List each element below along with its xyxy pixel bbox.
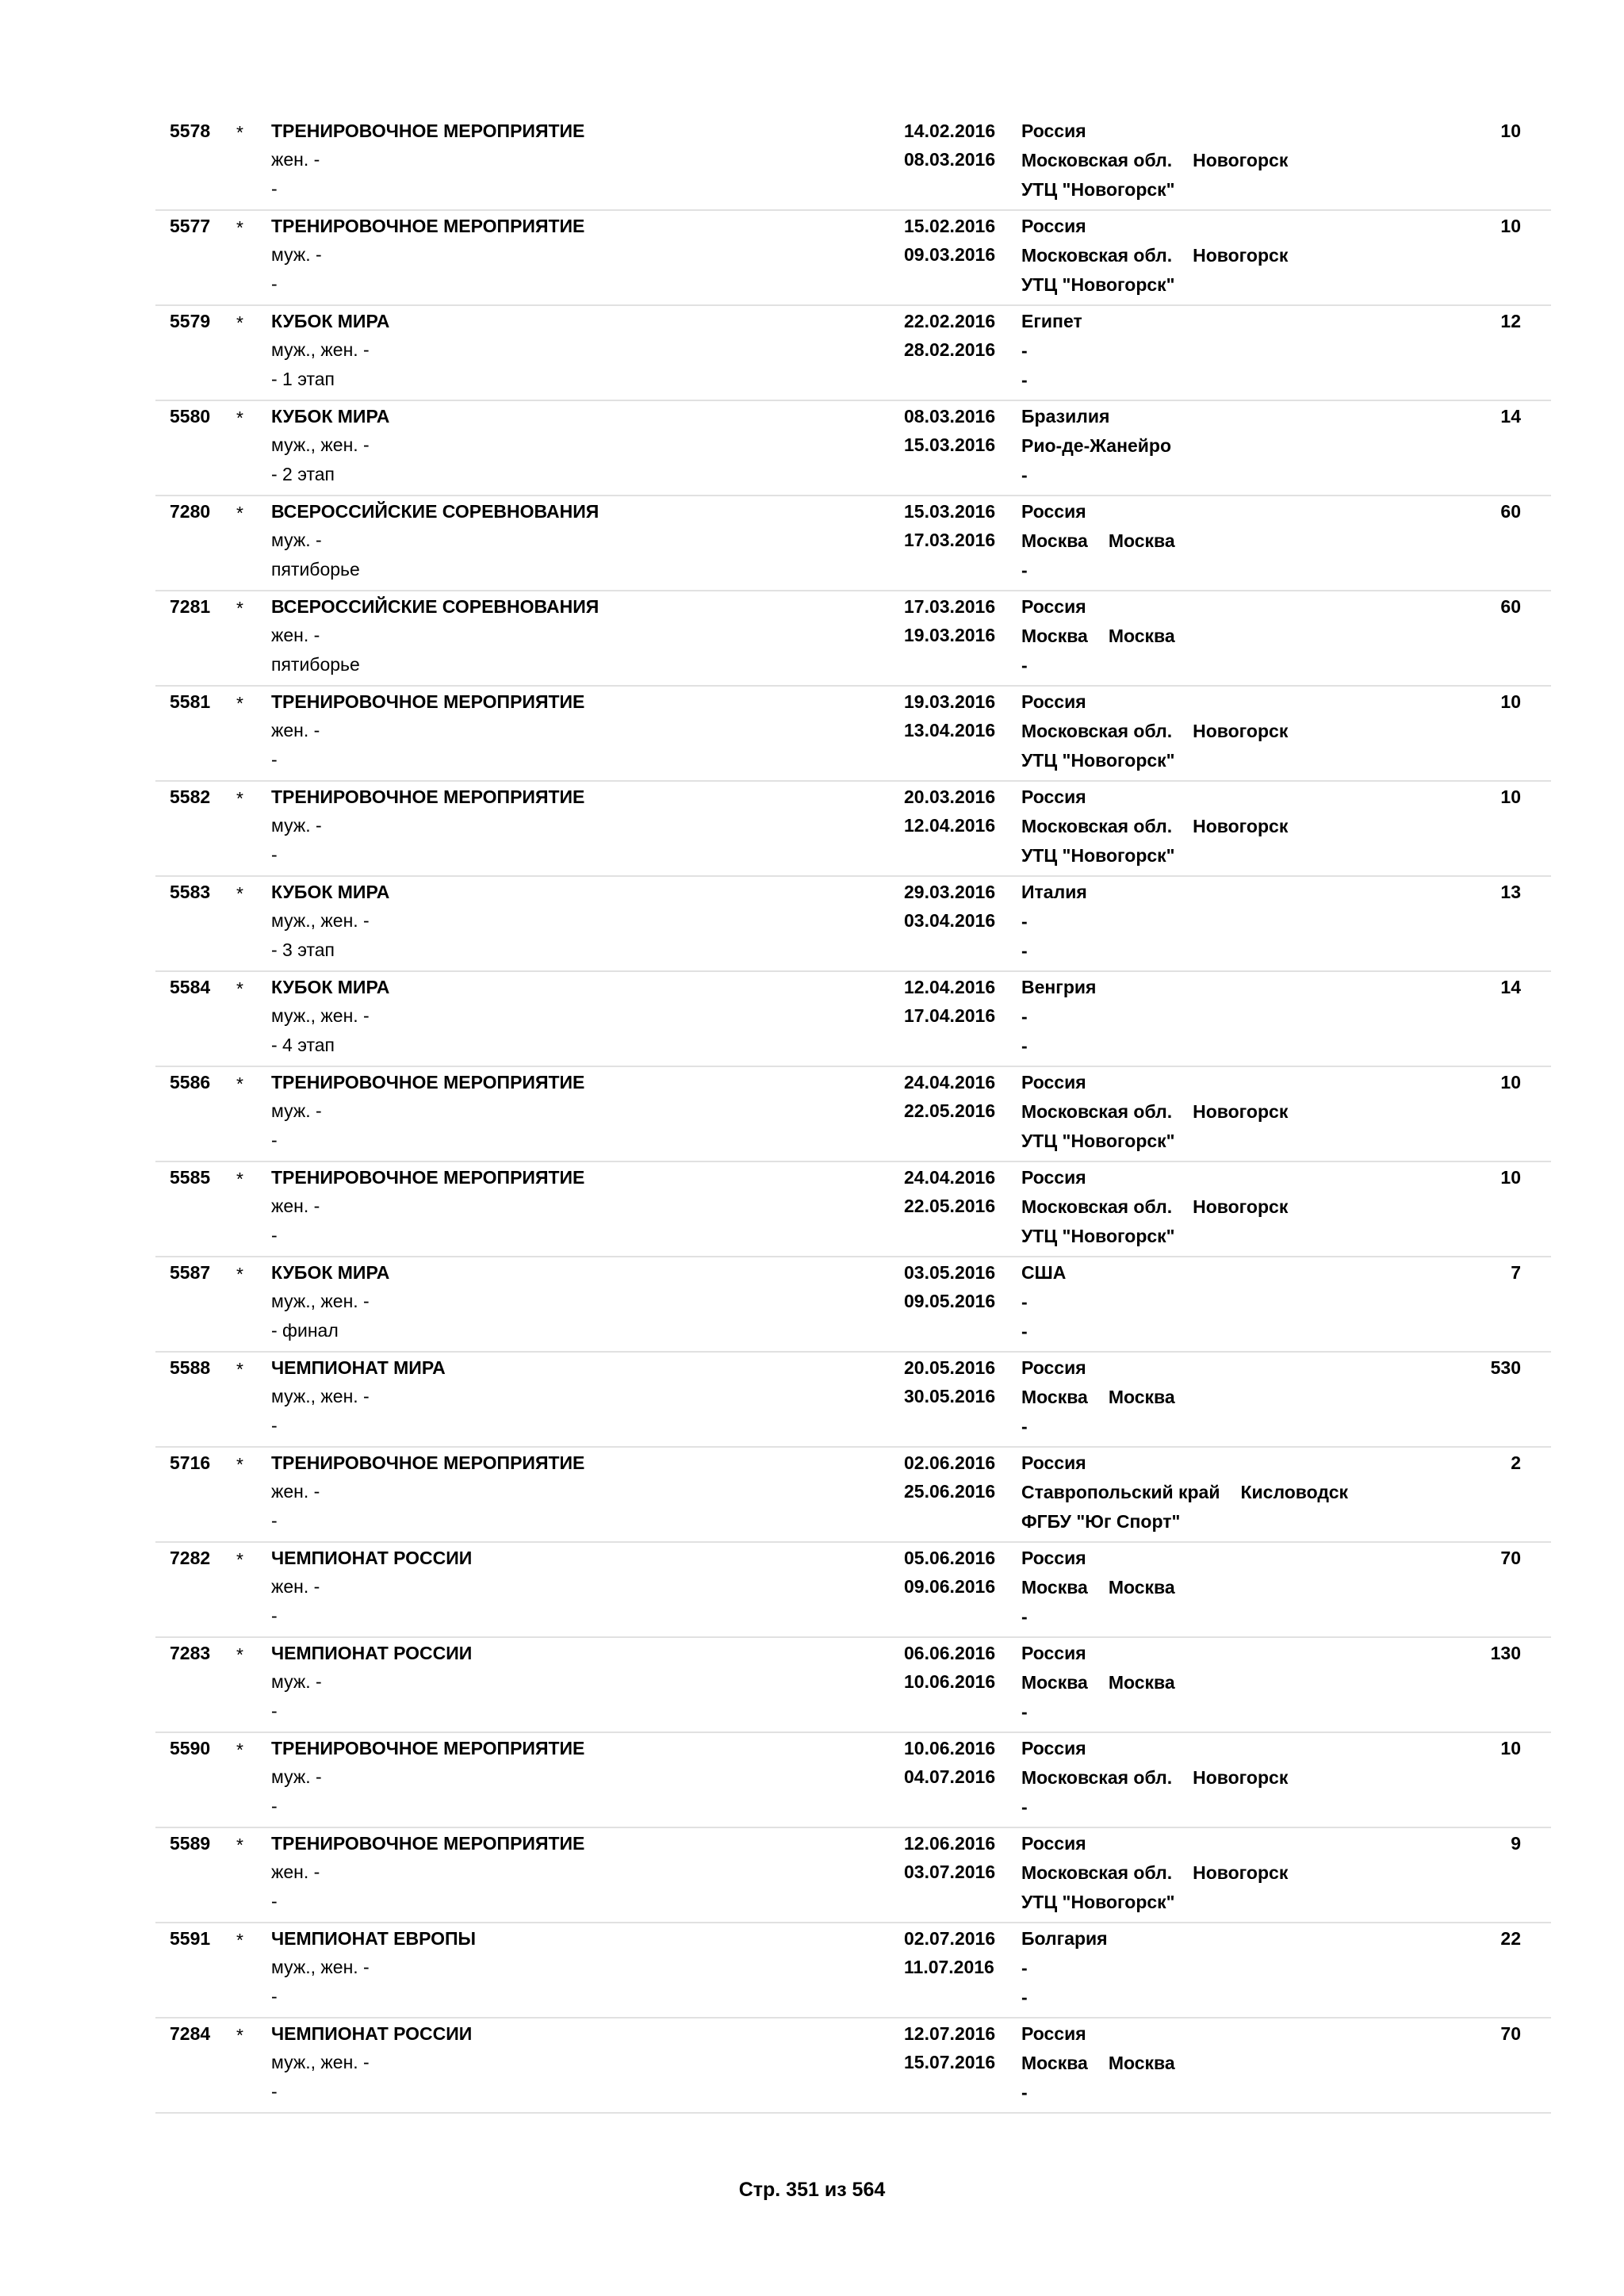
event-date-start: 12.07.2016 (904, 2023, 996, 2044)
event-title: ТРЕНИРОВОЧНОЕ МЕРОПРИЯТИЕ (271, 786, 585, 807)
event-title: ТРЕНИРОВОЧНОЕ МЕРОПРИЯТИЕ (271, 691, 585, 712)
event-location (1021, 1577, 1175, 1598)
event-id: 5579 (170, 311, 211, 331)
event-venue: ФГБУ "Юг Спорт" (1021, 1511, 1181, 1532)
event-gender: муж., жен. - (271, 1957, 370, 1977)
event-date-end: 30.05.2016 (904, 1386, 996, 1406)
event-city: Новогорск (1193, 150, 1289, 170)
event-gender: муж., жен. - (271, 910, 370, 931)
event-mark: * (236, 1930, 243, 1950)
event-country: Россия (1021, 1167, 1086, 1188)
event-venue: УТЦ "Новогорск" (1021, 845, 1175, 866)
event-title: ТРЕНИРОВОЧНОЕ МЕРОПРИЯТИЕ (271, 1833, 585, 1854)
event-participants: 14 (1500, 406, 1521, 427)
event-mark: * (236, 408, 243, 428)
event-country: Россия (1021, 1643, 1086, 1663)
event-stage: - 4 этап (271, 1035, 335, 1055)
event-country: Россия (1021, 1833, 1086, 1854)
event-title: ЧЕМПИОНАТ ЕВРОПЫ (271, 1928, 477, 1949)
event-title: ТРЕНИРОВОЧНОЕ МЕРОПРИЯТИЕ (271, 1072, 585, 1093)
event-row (155, 972, 1551, 1067)
event-id: 5578 (170, 121, 211, 141)
event-venue: - (1021, 1416, 1028, 1437)
event-participants: 10 (1500, 121, 1521, 141)
event-location (1021, 1196, 1288, 1217)
event-row (155, 877, 1551, 972)
event-date-end: 11.07.2016 (904, 1957, 994, 1977)
event-gender: жен. - (271, 1481, 320, 1502)
event-row (155, 1353, 1551, 1448)
event-city: Новогорск (1193, 1196, 1289, 1217)
event-country: Италия (1021, 882, 1087, 902)
event-participants: 60 (1500, 596, 1521, 617)
event-stage: - (271, 2081, 278, 2102)
event-location (1021, 1101, 1288, 1122)
event-mark: * (236, 1073, 243, 1094)
event-mark: * (236, 312, 243, 333)
event-gender: муж., жен. - (271, 1291, 370, 1311)
event-row (155, 116, 1551, 211)
event-id: 5588 (170, 1357, 211, 1378)
event-row (155, 2019, 1551, 2114)
event-gender: муж. - (271, 244, 322, 265)
event-date-start: 08.03.2016 (904, 406, 996, 427)
event-id: 5585 (170, 1167, 211, 1188)
event-row (155, 687, 1551, 782)
event-date-end: 17.04.2016 (904, 1005, 996, 1026)
event-gender: жен. - (271, 149, 320, 170)
event-id: 5583 (170, 882, 211, 902)
event-venue: УТЦ "Новогорск" (1021, 1892, 1175, 1912)
event-date-start: 14.02.2016 (904, 121, 996, 141)
event-country: Венгрия (1021, 977, 1097, 997)
event-participants: 9 (1511, 1833, 1521, 1854)
event-mark: * (236, 1835, 243, 1855)
event-date-start: 29.03.2016 (904, 882, 996, 902)
event-mark: * (236, 1169, 243, 1189)
event-id: 5582 (170, 786, 211, 807)
event-stage: - (271, 274, 278, 294)
event-date-start: 02.07.2016 (904, 1928, 996, 1949)
event-row (155, 591, 1551, 687)
event-row (155, 1067, 1551, 1162)
event-country: США (1021, 1262, 1067, 1283)
event-venue: - (1021, 1987, 1028, 2007)
event-city: Новогорск (1193, 1862, 1289, 1883)
event-city: Кисловодск (1240, 1482, 1348, 1502)
event-city: Новогорск (1193, 1101, 1289, 1122)
event-country: Россия (1021, 216, 1086, 236)
event-city: Москва (1108, 626, 1175, 646)
event-title: ЧЕМПИОНАТ РОССИИ (271, 2023, 473, 2044)
event-region: Москва (1021, 1387, 1088, 1407)
event-region: Москва (1021, 530, 1088, 551)
event-region: Москва (1021, 626, 1088, 646)
event-id: 5586 (170, 1072, 211, 1093)
event-venue: УТЦ "Новогорск" (1021, 179, 1175, 200)
event-mark: * (236, 693, 243, 714)
event-mark: * (236, 788, 243, 809)
event-mark: * (236, 1454, 243, 1475)
event-venue: - (1021, 465, 1028, 485)
event-stage: - 2 этап (271, 464, 335, 484)
event-gender: муж. - (271, 1100, 322, 1121)
event-title: ТРЕНИРОВОЧНОЕ МЕРОПРИЯТИЕ (271, 1452, 585, 1473)
event-location (1021, 1767, 1288, 1788)
event-date-end: 15.03.2016 (904, 434, 996, 455)
event-title: КУБОК МИРА (271, 882, 390, 902)
event-date-end: 22.05.2016 (904, 1196, 996, 1216)
event-location (1021, 245, 1288, 266)
event-row (155, 496, 1551, 591)
event-date-end: 17.03.2016 (904, 530, 996, 550)
event-row (155, 1257, 1551, 1353)
event-city: - (1021, 911, 1028, 932)
event-date-start: 12.06.2016 (904, 1833, 996, 1854)
event-date-start: 10.06.2016 (904, 1738, 996, 1758)
event-gender: муж., жен. - (271, 339, 370, 360)
event-venue: - (1021, 2082, 1028, 2103)
event-stage: - (271, 1415, 278, 1436)
event-date-start: 22.02.2016 (904, 311, 996, 331)
event-country: Россия (1021, 1357, 1086, 1378)
event-venue: - (1021, 1321, 1028, 1341)
event-gender: жен. - (271, 1196, 320, 1216)
event-id: 5581 (170, 691, 211, 712)
event-date-end: 28.02.2016 (904, 339, 996, 360)
event-stage: - 3 этап (271, 939, 335, 960)
event-participants: 12 (1500, 311, 1521, 331)
event-date-end: 22.05.2016 (904, 1100, 996, 1121)
event-date-start: 24.04.2016 (904, 1167, 996, 1188)
event-participants: 10 (1500, 786, 1521, 807)
event-city: Новогорск (1193, 721, 1289, 741)
event-date-end: 13.04.2016 (904, 720, 996, 740)
event-stage: - финал (271, 1320, 339, 1341)
event-venue: - (1021, 1701, 1028, 1722)
event-city: Москва (1108, 2053, 1175, 2073)
event-participants: 10 (1500, 1072, 1521, 1093)
event-country: Россия (1021, 121, 1086, 141)
event-id: 5591 (170, 1928, 211, 1949)
event-venue: - (1021, 655, 1028, 675)
event-city: Москва (1108, 530, 1175, 551)
event-id: 5587 (170, 1262, 211, 1283)
event-id: 7283 (170, 1643, 211, 1663)
event-row (155, 1543, 1551, 1638)
event-location (1021, 1672, 1175, 1693)
event-date-end: 03.04.2016 (904, 910, 996, 931)
event-date-start: 20.05.2016 (904, 1357, 996, 1378)
event-location (1021, 340, 1028, 361)
event-gender: жен. - (271, 625, 320, 645)
event-id: 5590 (170, 1738, 211, 1758)
event-participants: 10 (1500, 1738, 1521, 1758)
event-participants: 130 (1490, 1643, 1521, 1663)
event-venue: - (1021, 940, 1028, 961)
event-date-end: 15.07.2016 (904, 2052, 996, 2072)
event-location (1021, 626, 1175, 646)
event-id: 5716 (170, 1452, 211, 1473)
event-participants: 7 (1511, 1262, 1521, 1283)
event-city: - (1021, 340, 1028, 361)
event-participants: 13 (1500, 882, 1521, 902)
event-id: 7281 (170, 596, 211, 617)
event-city: Москва (1108, 1577, 1175, 1598)
event-venue: УТЦ "Новогорск" (1021, 1226, 1175, 1246)
event-row (155, 306, 1551, 401)
event-mark: * (236, 503, 243, 523)
event-date-start: 17.03.2016 (904, 596, 996, 617)
event-id: 7284 (170, 2023, 211, 2044)
event-participants: 10 (1500, 1167, 1521, 1188)
event-row (155, 1638, 1551, 1733)
event-date-end: 10.06.2016 (904, 1671, 996, 1692)
event-id: 7280 (170, 501, 211, 522)
event-country: Россия (1021, 691, 1086, 712)
event-title: ЧЕМПИОНАТ МИРА (271, 1357, 446, 1378)
event-participants: 22 (1500, 1928, 1521, 1949)
event-country: Россия (1021, 1072, 1086, 1093)
event-region: Москва (1021, 2053, 1088, 2073)
event-date-start: 15.02.2016 (904, 216, 996, 236)
event-id: 5589 (170, 1833, 211, 1854)
event-title: КУБОК МИРА (271, 977, 390, 997)
event-location (1021, 1006, 1028, 1027)
page-number: Стр. 351 из 564 (738, 2179, 886, 2201)
event-venue: - (1021, 1606, 1028, 1627)
event-row (155, 401, 1551, 496)
event-city: - (1021, 1006, 1028, 1027)
event-stage: - 1 этап (271, 369, 335, 389)
event-date-start: 24.04.2016 (904, 1072, 996, 1093)
event-stage: - (271, 1510, 278, 1531)
event-city: - (1021, 1292, 1028, 1312)
event-participants: 70 (1500, 2023, 1521, 2044)
event-location (1021, 1482, 1348, 1502)
event-title: КУБОК МИРА (271, 406, 390, 427)
event-row (155, 1828, 1551, 1923)
event-region: Московская обл. (1021, 245, 1173, 266)
event-region: Московская обл. (1021, 1196, 1173, 1217)
event-date-end: 08.03.2016 (904, 149, 996, 170)
event-city: Новогорск (1193, 245, 1289, 266)
event-date-end: 09.03.2016 (904, 244, 996, 265)
event-gender: муж. - (271, 1766, 322, 1787)
event-participants: 60 (1500, 501, 1521, 522)
event-mark: * (236, 2025, 243, 2045)
event-title: КУБОК МИРА (271, 311, 390, 331)
event-mark: * (236, 883, 243, 904)
event-location (1021, 435, 1171, 456)
event-gender: муж. - (271, 530, 322, 550)
event-title: ВСЕРОССИЙСКИЕ СОРЕВНОВАНИЯ (271, 596, 599, 617)
event-date-start: 03.05.2016 (904, 1262, 996, 1283)
event-region: Московская обл. (1021, 1862, 1173, 1883)
event-city: Рио-де-Жанейро (1021, 435, 1172, 456)
event-date-end: 03.07.2016 (904, 1862, 996, 1882)
event-gender: муж., жен. - (271, 2052, 370, 2072)
event-mark: * (236, 217, 243, 238)
event-country: Россия (1021, 786, 1086, 807)
event-stage: - (271, 1605, 278, 1626)
event-stage: - (271, 1796, 278, 1816)
event-region: Московская обл. (1021, 816, 1173, 836)
event-country: Россия (1021, 501, 1086, 522)
event-country: Россия (1021, 1452, 1086, 1473)
event-region: Москва (1021, 1577, 1088, 1598)
event-date-end: 04.07.2016 (904, 1766, 996, 1787)
event-gender: муж., жен. - (271, 434, 370, 455)
event-venue: - (1021, 560, 1028, 580)
event-date-start: 12.04.2016 (904, 977, 996, 997)
event-region: Московская обл. (1021, 721, 1173, 741)
event-id: 5584 (170, 977, 211, 997)
event-stage: - (271, 1701, 278, 1721)
event-location (1021, 911, 1028, 932)
event-id: 5577 (170, 216, 211, 236)
event-stage: пятиборье (271, 654, 360, 675)
event-date-start: 05.06.2016 (904, 1548, 996, 1568)
event-stage: - (271, 1225, 278, 1246)
event-title: ТРЕНИРОВОЧНОЕ МЕРОПРИЯТИЕ (271, 216, 585, 236)
event-location (1021, 530, 1175, 551)
event-date-end: 09.05.2016 (904, 1291, 996, 1311)
event-date-end: 09.06.2016 (904, 1576, 996, 1597)
event-city: Новогорск (1193, 1767, 1289, 1788)
event-region: Московская обл. (1021, 150, 1173, 170)
event-country: Болгария (1021, 1928, 1108, 1949)
event-date-start: 06.06.2016 (904, 1643, 996, 1663)
event-venue: УТЦ "Новогорск" (1021, 274, 1175, 295)
event-title: ТРЕНИРОВОЧНОЕ МЕРОПРИЯТИЕ (271, 121, 585, 141)
event-gender: жен. - (271, 1576, 320, 1597)
event-stage: - (271, 844, 278, 865)
event-venue: - (1021, 1797, 1028, 1817)
event-stage: - (271, 1891, 278, 1911)
event-venue: УТЦ "Новогорск" (1021, 750, 1175, 771)
event-venue: - (1021, 369, 1028, 390)
event-title: ЧЕМПИОНАТ РОССИИ (271, 1548, 473, 1568)
event-location (1021, 1957, 1028, 1978)
event-gender: жен. - (271, 720, 320, 740)
event-mark: * (236, 1359, 243, 1380)
event-title: ТРЕНИРОВОЧНОЕ МЕРОПРИЯТИЕ (271, 1738, 585, 1758)
event-region: Ставропольский край (1021, 1482, 1220, 1502)
event-location (1021, 2053, 1175, 2073)
event-location (1021, 816, 1288, 836)
event-gender: муж., жен. - (271, 1005, 370, 1026)
event-venue: - (1021, 1035, 1028, 1056)
event-region: Московская обл. (1021, 1101, 1173, 1122)
event-date-end: 25.06.2016 (904, 1481, 996, 1502)
event-country: Бразилия (1021, 406, 1110, 427)
event-title: КУБОК МИРА (271, 1262, 390, 1283)
event-country: Россия (1021, 2023, 1086, 2044)
event-stage: пятиборье (271, 559, 360, 580)
event-row (155, 782, 1551, 877)
event-date-start: 20.03.2016 (904, 786, 996, 807)
event-date-start: 15.03.2016 (904, 501, 996, 522)
event-mark: * (236, 978, 243, 999)
event-title: ВСЕРОССИЙСКИЕ СОРЕВНОВАНИЯ (271, 501, 599, 522)
event-stage: - (271, 1130, 278, 1150)
event-mark: * (236, 598, 243, 618)
event-country: Египет (1021, 311, 1082, 331)
event-date-end: 19.03.2016 (904, 625, 996, 645)
event-mark: * (236, 1264, 243, 1284)
event-mark: * (236, 1644, 243, 1665)
event-row (155, 1923, 1551, 2019)
event-city: Москва (1108, 1672, 1175, 1693)
event-participants: 70 (1500, 1548, 1521, 1568)
event-date-end: 12.04.2016 (904, 815, 996, 836)
event-gender: жен. - (271, 1862, 320, 1882)
event-gender: муж. - (271, 815, 322, 836)
event-country: Россия (1021, 1548, 1086, 1568)
event-region: Московская обл. (1021, 1767, 1173, 1788)
event-city: - (1021, 1957, 1028, 1978)
event-title: ЧЕМПИОНАТ РОССИИ (271, 1643, 473, 1663)
event-location (1021, 721, 1288, 741)
event-stage: - (271, 1986, 278, 2007)
event-country: Россия (1021, 596, 1086, 617)
event-mark: * (236, 122, 243, 143)
event-row (155, 1733, 1551, 1828)
event-city: Москва (1108, 1387, 1175, 1407)
event-location (1021, 1292, 1028, 1312)
event-stage: - (271, 749, 278, 770)
event-participants: 530 (1490, 1357, 1521, 1378)
event-venue: УТЦ "Новогорск" (1021, 1131, 1175, 1151)
event-country: Россия (1021, 1738, 1086, 1758)
event-id: 5580 (170, 406, 211, 427)
event-date-start: 19.03.2016 (904, 691, 996, 712)
event-date-start: 02.06.2016 (904, 1452, 996, 1473)
event-title: ТРЕНИРОВОЧНОЕ МЕРОПРИЯТИЕ (271, 1167, 585, 1188)
event-mark: * (236, 1549, 243, 1570)
event-participants: 14 (1500, 977, 1521, 997)
event-row (155, 211, 1551, 306)
event-id: 7282 (170, 1548, 211, 1568)
event-participants: 10 (1500, 216, 1521, 236)
event-region: Москва (1021, 1672, 1088, 1693)
event-location (1021, 150, 1288, 170)
event-mark: * (236, 1739, 243, 1760)
event-row (155, 1448, 1551, 1543)
event-location (1021, 1862, 1288, 1883)
events-table (155, 116, 1551, 2114)
event-gender: муж., жен. - (271, 1386, 370, 1406)
event-row (155, 1162, 1551, 1257)
event-location (1021, 1387, 1175, 1407)
event-participants: 2 (1511, 1452, 1521, 1473)
event-participants: 10 (1500, 691, 1521, 712)
event-gender: муж. - (271, 1671, 322, 1692)
event-city: Новогорск (1193, 816, 1289, 836)
event-stage: - (271, 178, 278, 199)
